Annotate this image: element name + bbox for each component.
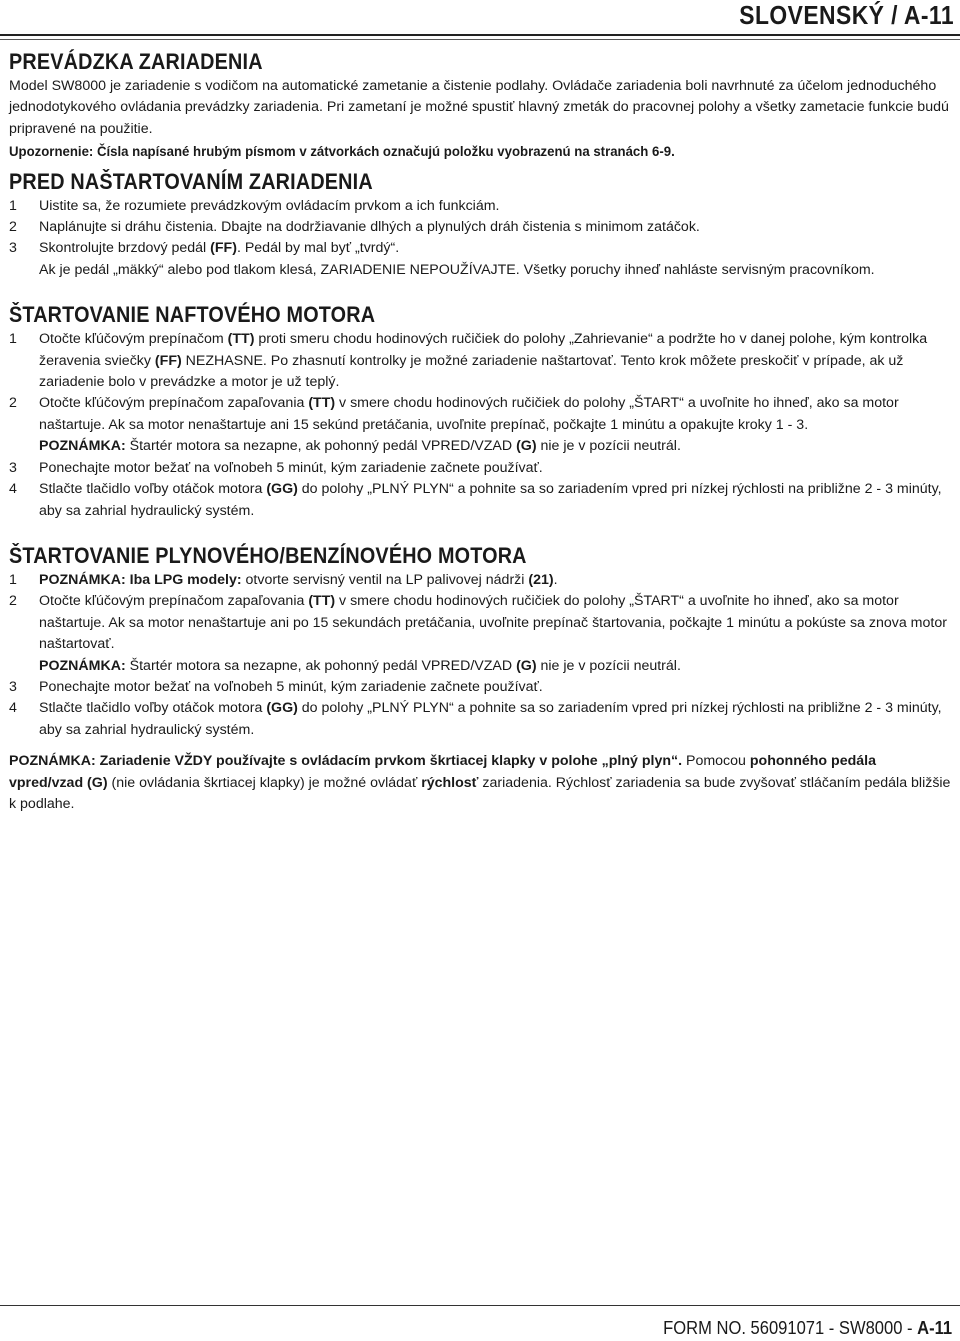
list-text xyxy=(39,393,954,457)
warning-note: Upozornenie: Čísla napísané hrubým písmom v zátvorkách označujú položku vyobrazenú na stranách 6-9. xyxy=(9,144,675,161)
section-title-diesel-start: ŠTARTOVANIE NAFTOVÉHO MOTORA xyxy=(9,302,376,328)
section-title-before-start: PRED NAŠTARTOVANÍM ZARIADENIA xyxy=(9,168,373,194)
text-run: Otočte kľúčovým prepínačom xyxy=(39,331,228,348)
before-start-list xyxy=(9,196,954,282)
list-item xyxy=(9,479,954,522)
reference-code: (G) xyxy=(516,438,537,455)
text-run: v smere chodu hodinových ručičiek do polohy „ŠTART“ a uvoľnite ho ihneď, ako sa motor naštartuje. Ak sa motor nenaštartuje ani po 15 sekundách pretáčania, uvoľnite prepínač štartovania, počkajte 1 minútu a pokúste sa znova motor naštartovať. xyxy=(39,593,947,653)
text-run: Štartér motora sa nezapne, ak pohonný pedál VPRED/VZAD xyxy=(125,657,517,674)
reference-code: (TT) xyxy=(308,395,336,412)
list-text: Uistite sa, že rozumiete prevádzkovým ovládacím prvkom a ich funkciám. xyxy=(39,197,500,214)
operation-paragraph: Model SW8000 je zariadenie s vodičom na automatické zametanie a čistenie podlahy. Ovládače zariadenia boli navrhnuté za účelom jednoduchého jednodotykového ovládania prevádzky zariadenia. Pri zametaní je možné spustiť hlavný zmeták do pracovnej polohy a všetky zametacie funkcie budú pripravené na použitie. xyxy=(9,78,949,137)
list-text: Naplánujte si dráhu čistenia. Dbajte na dodržiavanie dlhých a plynulých dráh čistenia s minimom zatáčok. xyxy=(39,219,700,236)
section-title-operation: PREVÁDZKA ZARIADENIA xyxy=(9,49,263,74)
reference-code: (TT) xyxy=(308,593,336,610)
final-note-bold: rýchlosť xyxy=(421,774,479,791)
document-body xyxy=(9,48,954,815)
text-run: do polohy „PLNÝ PLYN“ a pohnite sa so zariadením vpred pri nízkej rýchlosti na približne 2 - 3 minúty, aby sa zahrial hydraulický systém. xyxy=(39,700,942,738)
reference-code: (FF) xyxy=(154,352,182,369)
text-run: Skontrolujte brzdový pedál xyxy=(39,240,211,257)
list-number: 3 xyxy=(9,459,17,476)
text-run: Stlačte tlačidlo voľby otáčok motora xyxy=(39,700,267,717)
list-text xyxy=(39,570,954,591)
list-text: Ponechajte motor bežať na voľnobeh 5 minút, kým zariadenie začnete používať. xyxy=(39,678,543,695)
gas-start-list xyxy=(9,570,954,741)
list-number: 1 xyxy=(9,331,17,348)
list-item xyxy=(9,196,954,217)
text-run: Otočte kľúčovým prepínačom zapaľovania xyxy=(39,593,309,610)
note-label: POZNÁMKA: Iba LPG modely: xyxy=(39,571,242,588)
list-number: 2 xyxy=(9,219,17,236)
reference-code: (TT) xyxy=(227,331,255,348)
reference-code: (G) xyxy=(516,657,537,674)
list-text xyxy=(39,238,954,259)
reference-code: (FF) xyxy=(210,240,237,257)
list-text xyxy=(39,591,954,677)
list-number: 2 xyxy=(9,395,17,412)
text-run: nie je v pozícii neutrál. xyxy=(536,657,681,674)
text-run: nie je v pozícii neutrál. xyxy=(536,438,681,455)
list-text xyxy=(39,698,954,741)
footer-rule xyxy=(0,1305,960,1306)
text-run: otvorte servisný ventil na LP palivovej nádrži xyxy=(241,571,529,588)
final-note xyxy=(9,751,954,815)
text-run: Otočte kľúčovým prepínačom zapaľovania xyxy=(39,395,309,412)
list-number: 4 xyxy=(9,700,17,717)
note-label: POZNÁMKA: xyxy=(39,438,126,455)
text-run: . Pedál by mal byť „tvrdý“. xyxy=(236,240,400,257)
list-number: 3 xyxy=(9,240,17,257)
list-item xyxy=(9,458,954,479)
text-run: zariadenia. Rýchlosť zariadenia sa bude zvyšovať stláčaním pedála bližšie k podlahe. xyxy=(9,774,951,812)
reference-code: (21) xyxy=(528,571,554,588)
list-number: 1 xyxy=(9,571,17,588)
list-item xyxy=(9,570,954,591)
note-label: POZNÁMKA: xyxy=(39,657,126,674)
page-footer xyxy=(663,1318,952,1339)
reference-code: (GG) xyxy=(266,700,298,717)
text-run: do polohy „PLNÝ PLYN“ a pohnite sa so zariadením vpred pri nízkej rýchlosti na približne 2 - 3 minúty, aby sa zahrial hydraulický systém. xyxy=(39,481,942,519)
text-run: Stlačte tlačidlo voľby otáčok motora xyxy=(39,481,267,498)
text-run: proti smeru chodu hodinových ručičiek do polohy „Zahrievanie“ a podržte ho v danej polohe, kým kontrolka žeravenia sviečky xyxy=(39,331,928,369)
list-number: 1 xyxy=(9,197,17,214)
text-run: Pomocou xyxy=(682,753,750,770)
list-item xyxy=(9,238,954,259)
text-run: NEZHASNE. Po zhasnutí kontrolky je možné zariadenie naštartovať. Tento krok môžete preskočiť v prípade, ak už zariadenie bolo v prevádzke a motor je už teplý. xyxy=(39,352,904,391)
list-number: 4 xyxy=(9,481,17,498)
reference-code: (GG) xyxy=(266,481,298,498)
header-rule-secondary xyxy=(0,39,960,40)
list-continuation: Ak je pedál „mäkký“ alebo pod tlakom klesá, ZARIADENIE NEPOUŽÍVAJTE. Všetky poruchy ihneď nahláste servisným pracovníkom. xyxy=(39,261,875,278)
text-run: (nie ovládania škrtiacej klapky) je možné ovládať xyxy=(107,774,422,791)
text-run: v smere chodu hodinových ručičiek do polohy „ŠTART“ a uvoľnite ho ihneď, ako sa motor naštartuje. Ak sa motor nenaštartuje ani 15 sekúnd pretáčania, uvoľnite prepínač, počkajte 1 minútu a opakujte kroky 1 - 3. xyxy=(39,395,899,433)
list-item xyxy=(9,677,954,698)
list-number: 3 xyxy=(9,678,17,695)
final-note-bold: pohonného pedála vpred/vzad (G) xyxy=(9,753,876,791)
list-text: Ponechajte motor bežať na voľnobeh 5 minút, kým zariadenie začnete používať. xyxy=(39,459,543,476)
list-text xyxy=(39,479,954,522)
page-header-title: SLOVENSKÝ / A-11 xyxy=(739,0,954,30)
list-item xyxy=(9,217,954,238)
list-item xyxy=(9,329,954,393)
list-number: 2 xyxy=(9,593,17,610)
list-item xyxy=(9,698,954,741)
final-note-bold: POZNÁMKA: Zariadenie VŽDY používajte s ovládacím prvkom škrtiacej klapky v polohe „plný plyn“. xyxy=(9,753,683,770)
footer-form-number: FORM NO. 56091071 - SW8000 - xyxy=(662,1318,918,1338)
diesel-start-list xyxy=(9,329,954,522)
list-text xyxy=(39,329,954,393)
section-title-gas-start: ŠTARTOVANIE PLYNOVÉHO/BENZÍNOVÉHO MOTORA xyxy=(9,542,527,568)
header-rule xyxy=(0,34,960,36)
list-item xyxy=(9,393,954,457)
list-item xyxy=(9,591,954,677)
footer-page-number: A-11 xyxy=(917,1318,952,1338)
text-run: Štartér motora sa nezapne, ak pohonný pedál VPRED/VZAD xyxy=(125,438,517,455)
text-run: . xyxy=(553,571,558,588)
